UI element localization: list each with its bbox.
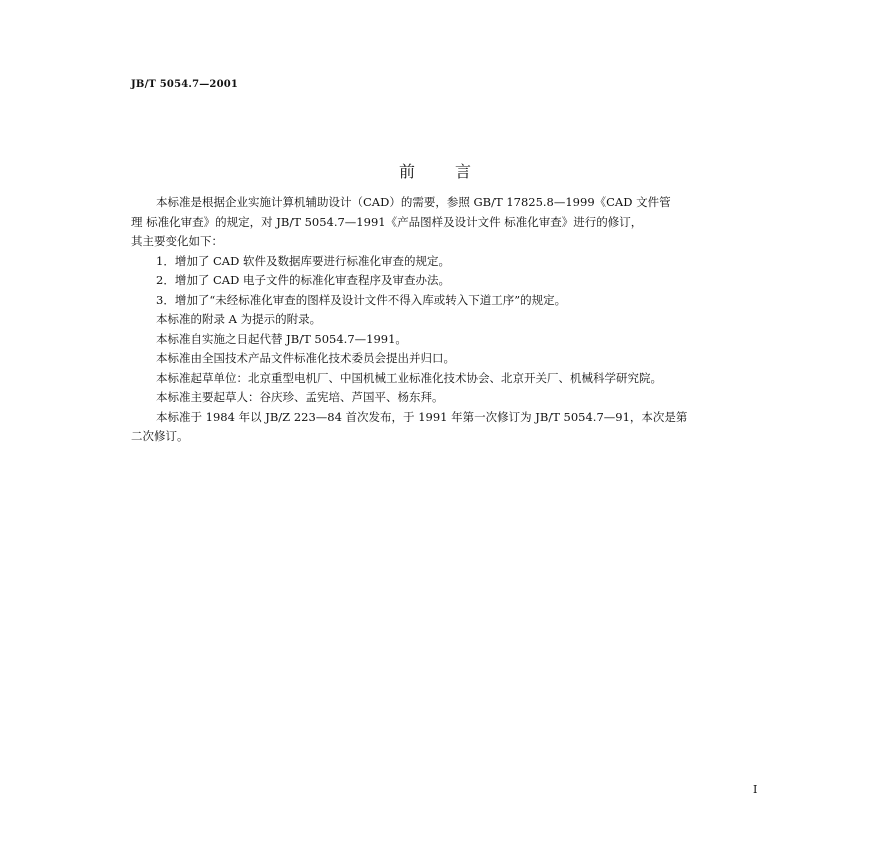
foreword-body [131, 193, 771, 447]
history-note: 本标准于 1984 年以 JB/Z 223—84 首次发布，于 1991 年第一次修订为 JB/T 5054.7—91，本次是第 [156, 409, 688, 424]
proposer-note: 本标准由全国技术产品文件标准化技术委员会提出并归口。 [156, 351, 455, 365]
appendix-note: 本标准的附录 A 为提示的附录。 [156, 312, 322, 326]
paragraph-line: 理 标准化审查》的规定，对 JB/T 5054.7—1991《产品图样及设计文件 标准化审查》进行的修订， [131, 214, 643, 229]
page-number: I [753, 783, 758, 796]
page-title: 前言 [398, 162, 511, 181]
change-item-3: 3．增加了“未经标准化审查的图样及设计文件不得入库或转入下道工序”的规定。 [156, 292, 567, 307]
change-item-1: 1．增加了 CAD 软件及数据库要进行标准化审查的规定。 [156, 253, 450, 268]
change-item-2: 2．增加了 CAD 电子文件的标准化审查程序及审查办法。 [156, 273, 450, 287]
paragraph-line: 其主要变化如下： [131, 234, 223, 248]
history-note-cont: 二次修订。 [131, 429, 189, 443]
standard-code: JB/T 5054.7—2001 [131, 79, 239, 90]
replacement-note: 本标准自实施之日起代替 JB/T 5054.7—1991。 [156, 331, 407, 346]
paragraph-line: 本标准是根据企业实施计算机辅助设计（CAD）的需要，参照 GB/T 17825.8—1999《CAD 文件管 [156, 195, 671, 209]
drafters: 本标准主要起草人：谷庆珍、孟宪培、芦国平、杨东拜。 [156, 390, 444, 404]
drafting-units: 本标准起草单位：北京重型电机厂、中国机械工业标准化技术协会、北京开关厂、机械科学研究院。 [156, 370, 662, 385]
